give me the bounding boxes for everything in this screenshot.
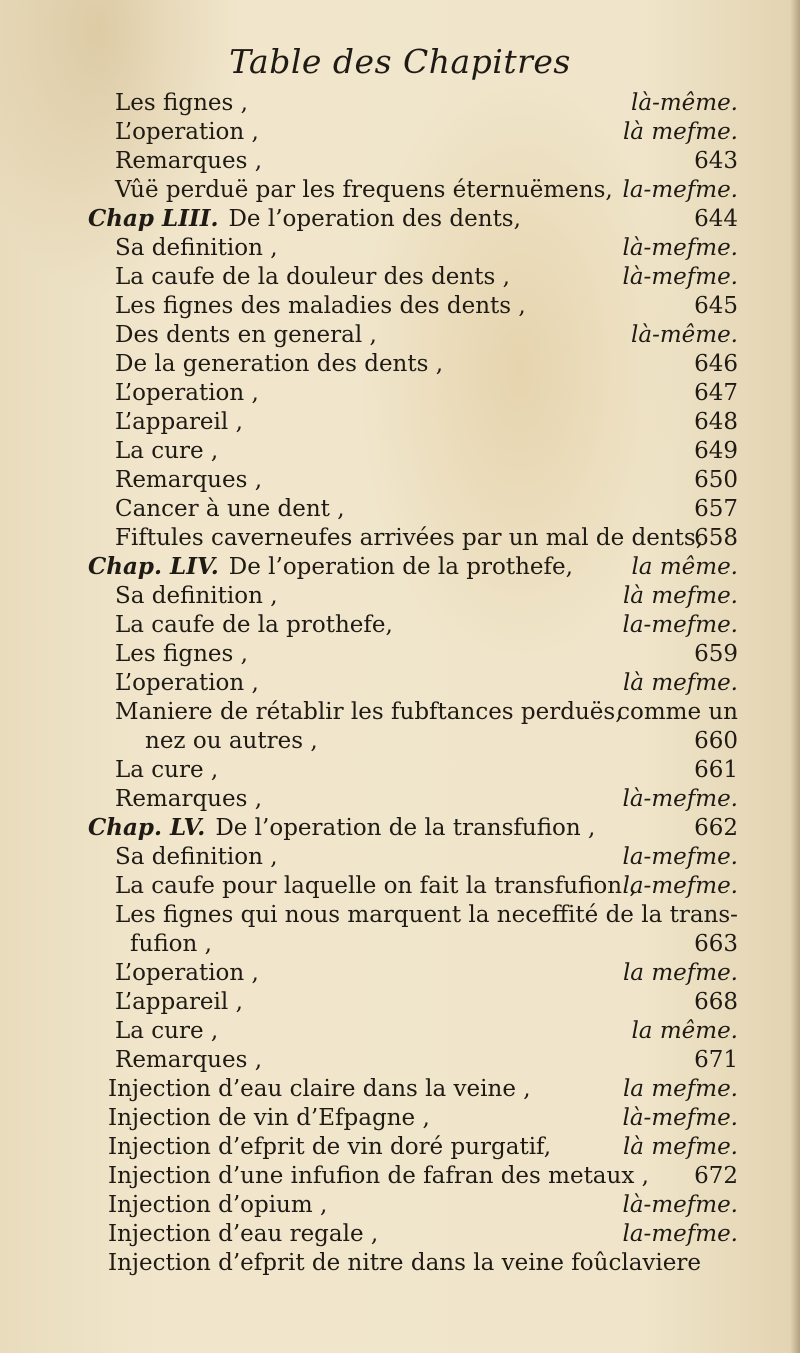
entry-text: Injection d’une infufion de fafran des metaux , (108, 1163, 649, 1189)
entry-title (130, 929, 212, 959)
entry-title (108, 1103, 430, 1133)
page-reference: 644 (694, 206, 738, 232)
page-reference: 660 (694, 728, 738, 754)
entry-text: Injection d’efprit de nitre dans la veine foûclaviere (108, 1250, 701, 1276)
entry-title (115, 668, 259, 698)
page-reference: la même. (631, 554, 738, 580)
page-reference: comme un (617, 699, 738, 725)
entry-title (108, 1161, 649, 1191)
entry-title (115, 581, 278, 611)
page-reference: la-mefme. (622, 844, 738, 870)
page-reference: là mefme. (622, 1134, 738, 1160)
entry-title (145, 726, 318, 756)
toc-entry (115, 639, 738, 669)
entry-title (115, 610, 393, 640)
entry-title (115, 233, 278, 263)
page-reference: là-même. (631, 322, 738, 348)
chapter-entry (88, 813, 738, 843)
entry-text: Injection d’opium , (108, 1192, 328, 1218)
entry-title (115, 407, 243, 437)
toc-entry (115, 784, 738, 814)
entry-title (108, 1219, 378, 1249)
entry-title (108, 1248, 701, 1278)
running-head: Table des Chapitres (229, 42, 571, 81)
toc-entry (115, 581, 738, 611)
toc-entry (115, 349, 738, 379)
entry-text: La cure , (115, 438, 219, 464)
entry-title (108, 1190, 327, 1220)
entry-title (88, 552, 573, 582)
toc-entry (115, 523, 738, 553)
entry-text: Remarques , (115, 148, 263, 174)
entry-title (88, 204, 521, 234)
entry-text: L’appareil , (115, 409, 243, 435)
entry-text: nez ou autres , (145, 728, 318, 754)
toc-entry (115, 1016, 738, 1046)
entry-title (115, 262, 510, 292)
page-reference: la-mefme. (622, 612, 738, 638)
page-reference: là mefme. (622, 119, 738, 145)
entry-title (115, 1045, 262, 1075)
entry-title (115, 987, 243, 1017)
chapter-number: Chap LIII. (88, 205, 219, 232)
entry-title (115, 349, 443, 379)
toc-entry (115, 610, 738, 640)
toc-entry (108, 1132, 738, 1162)
entry-title (115, 784, 262, 814)
page-reference: là-mefme. (622, 786, 738, 812)
entry-title (115, 958, 259, 988)
toc-entry (108, 1161, 738, 1191)
entry-title (115, 378, 259, 408)
page-reference: là mefme. (622, 583, 738, 609)
chapter-entry (88, 552, 738, 582)
page-reference: 658 (694, 525, 738, 551)
page-reference: 645 (694, 293, 738, 319)
entry-text: L’operation , (115, 960, 259, 986)
entry-text: L’operation , (115, 670, 259, 696)
entry-title (115, 436, 218, 466)
page-reference: 668 (694, 989, 738, 1015)
toc-entry (115, 117, 738, 147)
entry-title (115, 88, 248, 118)
entry-title (115, 755, 218, 785)
page-reference: là-mefme. (622, 1192, 738, 1218)
page-reference: là-même. (631, 90, 738, 116)
entry-text: Remarques , (115, 1047, 263, 1073)
entry-text: La caufe pour laquelle on fait la transfufion , (115, 873, 637, 899)
toc-entry (108, 1074, 738, 1104)
toc-entry (145, 726, 738, 756)
entry-text: Sa definition , (115, 583, 278, 609)
page-reference: la-mefme. (622, 1221, 738, 1247)
chapter-entry (88, 204, 738, 234)
toc-entry (115, 494, 738, 524)
entry-text: Maniere de rétablir les fubftances perduës, (115, 699, 623, 725)
toc-entry (115, 320, 738, 350)
chapter-number: Chap. LIV. (88, 553, 219, 580)
entry-text: De l’operation des dents, (228, 206, 521, 232)
toc-entry (115, 697, 738, 727)
entry-title (115, 494, 345, 524)
toc-entry (108, 1190, 738, 1220)
page-reference: là-mefme. (622, 264, 738, 290)
toc-entry (115, 88, 738, 118)
entry-title (115, 900, 738, 930)
toc-entry (115, 958, 738, 988)
page-reference: la même. (631, 1018, 738, 1044)
toc-entry (108, 1248, 738, 1278)
page-reference: la mefme. (622, 1076, 738, 1102)
page-reference: 662 (694, 815, 738, 841)
entry-text: Remarques , (115, 467, 263, 493)
page-reference: 671 (694, 1047, 738, 1073)
entry-title (108, 1132, 551, 1162)
entry-text: Des dents en general , (115, 322, 377, 348)
page-reference: la-mefme. (622, 177, 738, 203)
page-reference: là mefme. (622, 670, 738, 696)
chapter-number: Chap. LV. (88, 814, 206, 841)
toc-entry (115, 871, 738, 901)
page-reference: 659 (694, 641, 738, 667)
entry-text: Sa definition , (115, 235, 278, 261)
entry-text: Remarques , (115, 786, 263, 812)
toc-entry (108, 1103, 738, 1133)
entry-text: La caufe de la douleur des dents , (115, 264, 510, 290)
entry-title (115, 842, 278, 872)
entry-title (115, 1016, 218, 1046)
entry-title (88, 813, 595, 843)
entry-text: Les fignes qui nous marquent la neceffité de la trans- (115, 902, 738, 928)
toc-entry (115, 755, 738, 785)
entry-text: Fiftules caverneufes arrivées par un mal de dents, (115, 525, 704, 551)
page-reference: 650 (694, 467, 738, 493)
entry-title (115, 146, 262, 176)
page-reference: 672 (694, 1163, 738, 1189)
page-reference: 646 (694, 351, 738, 377)
toc-entry (115, 262, 738, 292)
entry-text: fufion , (130, 931, 212, 957)
page-reference: 663 (694, 931, 738, 957)
toc-entry (115, 465, 738, 495)
entry-text: Sa definition , (115, 844, 278, 870)
entry-text: Injection d’eau regale , (108, 1221, 379, 1247)
entry-text: La cure , (115, 1018, 219, 1044)
entry-text: L’operation , (115, 119, 259, 145)
entry-text: Injection d’eau claire dans la veine , (108, 1076, 531, 1102)
page-reference: 661 (694, 757, 738, 783)
entry-text: Les fignes , (115, 641, 248, 667)
toc-entry (115, 291, 738, 321)
page-reference: la mefme. (622, 960, 738, 986)
entry-title (115, 291, 526, 321)
entry-text: De l’operation de la transfufion , (215, 815, 596, 841)
entry-title (115, 523, 703, 553)
entry-text: L’appareil , (115, 989, 243, 1015)
toc-entry (108, 1219, 738, 1249)
entry-text: La cure , (115, 757, 219, 783)
toc-entry (130, 929, 738, 959)
toc-entry (115, 1045, 738, 1075)
toc-entry (115, 668, 738, 698)
entry-title (115, 639, 248, 669)
toc-entry (115, 146, 738, 176)
page-reference: 643 (694, 148, 738, 174)
toc-entry (115, 233, 738, 263)
entry-text: De l’operation de la prothefe, (228, 554, 573, 580)
page-reference: là-mefme. (622, 1105, 738, 1131)
entry-text: L’operation , (115, 380, 259, 406)
entry-text: Injection d’efprit de vin doré purgatif, (108, 1134, 552, 1160)
entry-title (115, 117, 259, 147)
toc-entry (115, 900, 738, 930)
entry-text: Les fignes , (115, 90, 248, 116)
page-reference: là-mefme. (622, 235, 738, 261)
entry-title (115, 697, 623, 727)
page-reference: la-mefme. (622, 873, 738, 899)
entry-title (115, 871, 637, 901)
toc-entry (115, 175, 738, 205)
entry-text: Cancer à une dent , (115, 496, 345, 522)
page-reference: 647 (694, 380, 738, 406)
toc-entry (115, 842, 738, 872)
entry-title (108, 1074, 531, 1104)
toc-entry (115, 436, 738, 466)
entry-text: De la generation des dents , (115, 351, 444, 377)
page-reference: 648 (694, 409, 738, 435)
entry-title (115, 175, 613, 205)
toc-entry (115, 378, 738, 408)
page-reference: 657 (694, 496, 738, 522)
toc-entry (115, 407, 738, 437)
entry-text: Vûë perduë par les frequens éternuëmens, (115, 177, 613, 203)
entry-text: La caufe de la prothefe, (115, 612, 393, 638)
entry-text: Les fignes des maladies des dents , (115, 293, 526, 319)
toc-entry (115, 987, 738, 1017)
entry-title (115, 320, 377, 350)
page-edge-shadow (790, 0, 800, 1353)
page-reference: 649 (694, 438, 738, 464)
entry-text: Injection de vin d’Efpagne , (108, 1105, 430, 1131)
entry-title (115, 465, 262, 495)
